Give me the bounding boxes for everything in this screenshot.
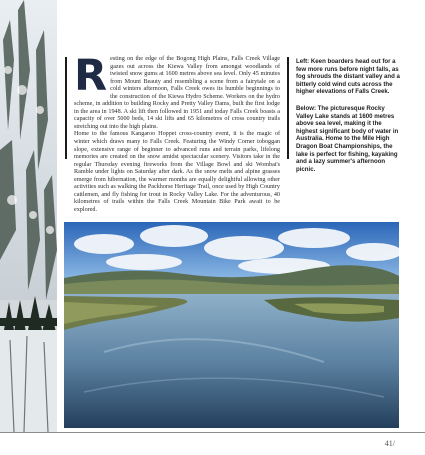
snowy-forest-photo <box>0 0 57 432</box>
article-paragraph-1: esting on the edge of the Bogong High Plains, Falls Creek Village gazes out across the Kiewa Valley from amongst woodlands of twisted snow gums at 1600 metres above sea level. Only 45 minutes from Mount Beauty and resembling a scene from a fairytale on a cold winters afternoon, Falls Creek owes its humble beginnings to the construction of the Kiewa Hydro Scheme. Workers on the hydro scheme, in addition to building Rocky and Pretty Valley Dams, built the first lodge in the area in 1948. A ski lift then followed in 1951 and today Falls Creek boasts a capacity of over 5000 beds, 14 ski lifts and 65 kilometres of cross country trails stretching out into the high plains. <box>74 56 280 130</box>
article-left-rule <box>65 57 67 159</box>
page-number: 41/ <box>384 439 395 448</box>
footer-rule <box>0 432 425 433</box>
rocky-valley-lake-photo <box>64 222 399 428</box>
caption-left: Left: Keen boarders head out for a few more runs before night falls, as fog shrouds the distant valley and a bitterly cold wind cuts across the higher elevations of Falls Creek. <box>296 58 400 96</box>
article-body <box>74 51 280 214</box>
drop-cap: R <box>74 51 108 101</box>
captions-rule <box>287 57 289 159</box>
photo-captions <box>296 58 400 182</box>
caption-below: Below: The picturesque Rocky Valley Lake stands at 1600 metres above sea level, making it the highest significant body of water in Australia. Home to the Mile High Dragon Boat Championships, the lake is perfect for fishing, kayaking and a lazy summer's afternoon picnic. <box>296 104 399 173</box>
article-paragraph-2: Home to the famous Kangaroo Hoppet cross-country event, it is the magic of winter which draws many to Falls Creek. Featuring the Windy Corner toboggan slope, extensive range of beginner to advanced runs and terrain parks, lifelong memories are created on the snow amidst spectacular scenery. Visitors take in the regular Thursday evening fireworks from the Village Bowl and ski Wombat's Ramble under lights on Saturday after dark. As the snow melts and alpine grasses emerge from hibernation, the warmer months are equally delightful allowing other activities such as walking the Packhorse Heritage Trail, once used by High Country cattlemen, and fly fishing for trout in Rocky Valley Lake. For the adventurous, 40 kilometres of trails within the Falls Creek Mountain Bike Park await to be explored. <box>74 131 280 213</box>
